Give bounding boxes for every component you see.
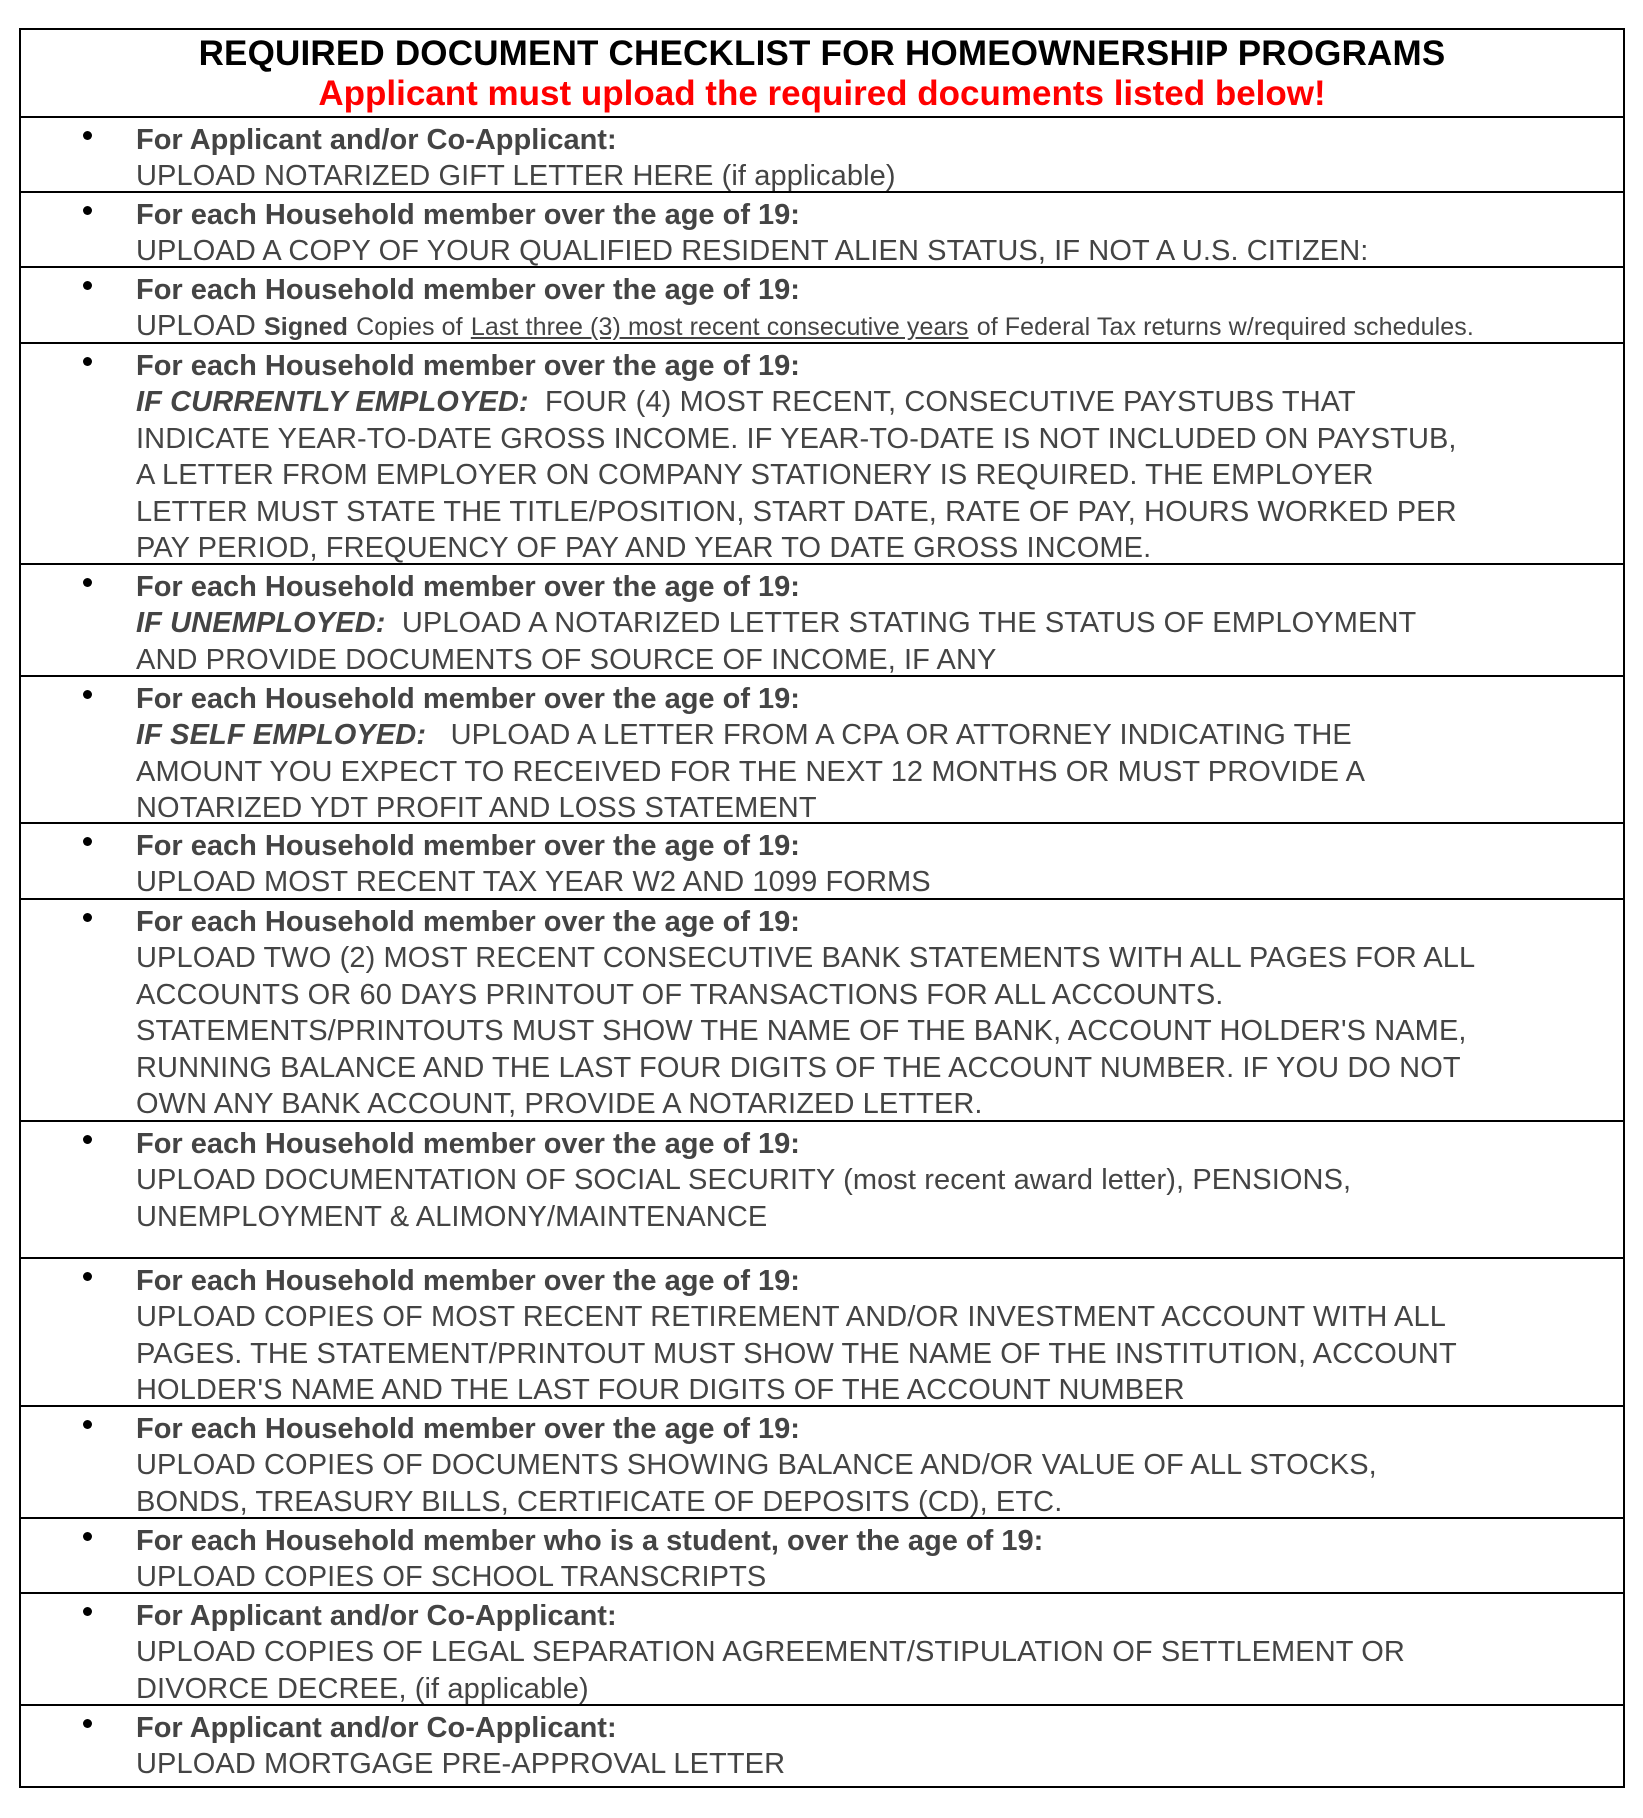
row-text: UPLOAD COPIES OF DOCUMENTS SHOWING BALANCE AND/OR VALUE OF ALL STOCKS, [136, 1449, 1377, 1481]
row-text: LETTER MUST STATE THE TITLE/POSITION, START DATE, RATE OF PAY, HOURS WORKED PER [136, 495, 1457, 528]
row-heading: For each Household member over the age of 19: [136, 906, 800, 938]
bullet-icon [83, 1272, 92, 1281]
row-text: UPLOAD MOST RECENT TAX YEAR W2 AND 1099 FORMS [136, 866, 931, 898]
checklist-subtitle: Applicant must upload the required documents listed below! [318, 74, 1326, 113]
row-text [136, 308, 1613, 346]
row-text: DIVORCE DECREE, (if applicable) [136, 1672, 589, 1705]
bullet-icon [83, 578, 92, 587]
checklist-row [21, 1706, 1623, 1786]
bullet-icon [83, 1607, 92, 1616]
bullet-icon [83, 357, 92, 366]
bullet-icon [83, 837, 92, 846]
copies-of-text: Copies of [356, 313, 463, 341]
row-text: UPLOAD COPIES OF SCHOOL TRANSCRIPTS [136, 1561, 767, 1593]
row-text-first: FOUR (4) MOST RECENT, CONSECUTIVE PAYSTUBS THAT [544, 386, 1356, 418]
checklist-row [21, 268, 1623, 344]
bullet-icon [83, 690, 92, 699]
row-text: UPLOAD NOTARIZED GIFT LETTER HERE (if applicable) [136, 160, 896, 192]
row-text: UPLOAD COPIES OF MOST RECENT RETIREMENT AND/OR INVESTMENT ACCOUNT WITH ALL [136, 1301, 1446, 1333]
row-text [136, 717, 1613, 754]
row-heading: For Applicant and/or Co-Applicant: [136, 1712, 617, 1744]
bullet-icon [83, 206, 92, 215]
checklist-row [21, 677, 1623, 824]
employment-status-label: IF UNEMPLOYED: [136, 607, 386, 639]
row-text [136, 605, 1613, 642]
row-heading: For each Household member over the age of 19: [136, 571, 800, 603]
row-text: AND PROVIDE DOCUMENTS OF SOURCE OF INCOME, IF ANY [136, 643, 997, 676]
bullet-icon [83, 1719, 92, 1728]
row-text: PAGES. THE STATEMENT/PRINTOUT MUST SHOW THE NAME OF THE INSTITUTION, ACCOUNT [136, 1337, 1457, 1370]
bullet-icon [83, 913, 92, 922]
row-text: UPLOAD MORTGAGE PRE-APPROVAL LETTER [136, 1748, 786, 1780]
checklist-row [21, 193, 1623, 268]
row-text: UPLOAD COPIES OF LEGAL SEPARATION AGREEMENT/STIPULATION OF SETTLEMENT OR [136, 1636, 1405, 1668]
row-text: AMOUNT YOU EXPECT TO RECEIVED FOR THE NEXT 12 MONTHS OR MUST PROVIDE A [136, 755, 1366, 788]
signed-word: Signed [264, 313, 348, 341]
row-text: NOTARIZED YDT PROFIT AND LOSS STATEMENT [136, 792, 817, 824]
tax-returns-text: of Federal Tax returns w/required schedules. [976, 313, 1474, 341]
employment-status-label: IF SELF EMPLOYED: [136, 719, 427, 751]
row-heading: For each Household member over the age of 19: [136, 350, 800, 382]
row-text: HOLDER'S NAME AND THE LAST FOUR DIGITS OF THE ACCOUNT NUMBER [136, 1374, 1185, 1406]
row-text: UNEMPLOYMENT & ALIMONY/MAINTENANCE [136, 1200, 768, 1233]
checklist-row [21, 1519, 1623, 1594]
row-text: INDICATE YEAR-TO-DATE GROSS INCOME. IF YEAR-TO-DATE IS NOT INCLUDED ON PAYSTUB, [136, 422, 1457, 455]
row-heading: For Applicant and/or Co-Applicant: [136, 1600, 617, 1632]
row-text: A LETTER FROM EMPLOYER ON COMPANY STATIONERY IS REQUIRED. THE EMPLOYER [136, 459, 1374, 491]
row-heading: For each Household member who is a student, over the age of 19: [136, 1525, 1044, 1557]
row-text: OWN ANY BANK ACCOUNT, PROVIDE A NOTARIZED LETTER. [136, 1088, 983, 1120]
bullet-icon [83, 131, 92, 140]
employment-status-label: IF CURRENTLY EMPLOYED: [136, 386, 529, 418]
upload-word: UPLOAD [136, 310, 256, 342]
row-text: BONDS, TREASURY BILLS, CERTIFICATE OF DEPOSITS (CD), ETC. [136, 1485, 1063, 1518]
row-text: STATEMENTS/PRINTOUTS MUST SHOW THE NAME OF THE BANK, ACCOUNT HOLDER'S NAME, [136, 1015, 1467, 1047]
row-heading: For each Household member over the age of 19: [136, 1128, 800, 1160]
checklist-title: REQUIRED DOCUMENT CHECKLIST FOR HOMEOWNERSHIP PROGRAMS [198, 34, 1446, 73]
row-text: ACCOUNTS OR 60 DAYS PRINTOUT OF TRANSACTIONS FOR ALL ACCOUNTS. [136, 978, 1224, 1011]
tax-years-text: Last three (3) most recent consecutive years [470, 313, 969, 341]
checklist-table [19, 28, 1625, 1788]
row-heading: For each Household member over the age of 19: [136, 830, 800, 862]
checklist-row [21, 1259, 1623, 1407]
checklist-row [21, 900, 1623, 1122]
row-text-first: UPLOAD A NOTARIZED LETTER STATING THE STATUS OF EMPLOYMENT [401, 607, 1417, 639]
row-text: UPLOAD A COPY OF YOUR QUALIFIED RESIDENT ALIEN STATUS, IF NOT A U.S. CITIZEN: [136, 235, 1369, 267]
bullet-icon [83, 1532, 92, 1541]
row-text: RUNNING BALANCE AND THE LAST FOUR DIGITS OF THE ACCOUNT NUMBER. IF YOU DO NOT [136, 1051, 1461, 1084]
row-text: UPLOAD DOCUMENTATION OF SOCIAL SECURITY (most recent award letter), PENSIONS, [136, 1164, 1352, 1196]
row-text-first: UPLOAD A LETTER FROM A CPA OR ATTORNEY INDICATING THE [450, 719, 1352, 751]
checklist-row [21, 1407, 1623, 1519]
row-heading: For each Household member over the age of 19: [136, 1413, 800, 1445]
row-heading: For each Household member over the age of 19: [136, 199, 800, 231]
bullet-icon [83, 1135, 92, 1144]
bullet-icon [83, 281, 92, 290]
row-text: UPLOAD TWO (2) MOST RECENT CONSECUTIVE BANK STATEMENTS WITH ALL PAGES FOR ALL [136, 942, 1476, 974]
checklist-header [21, 30, 1623, 118]
row-heading: For each Household member over the age of 19: [136, 1265, 800, 1297]
row-heading: For each Household member over the age of 19: [136, 274, 800, 306]
checklist-row [21, 1594, 1623, 1706]
checklist-row [21, 824, 1623, 900]
checklist-row [21, 1122, 1623, 1259]
bullet-icon [83, 1420, 92, 1429]
checklist-row [21, 344, 1623, 565]
row-text [136, 384, 1613, 421]
row-heading: For each Household member over the age of 19: [136, 683, 800, 715]
checklist-row [21, 118, 1623, 193]
row-heading: For Applicant and/or Co-Applicant: [136, 124, 617, 156]
row-text: PAY PERIOD, FREQUENCY OF PAY AND YEAR TO DATE GROSS INCOME. [136, 532, 1152, 564]
checklist-row [21, 565, 1623, 677]
